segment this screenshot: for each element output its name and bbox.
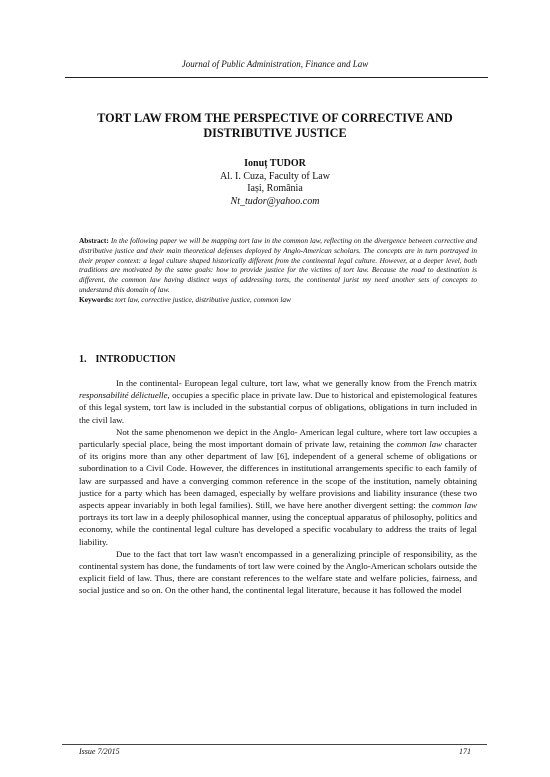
footer-divider	[62, 744, 487, 745]
section-heading	[79, 354, 176, 365]
journal-header: Journal of Public Administration, Finance and Law	[181, 59, 369, 69]
section-title: INTRODUCTION	[95, 354, 176, 365]
keywords-label: Keywords:	[79, 294, 114, 304]
body-text-run: character of its origins more than any other department of law [6], independent of a general scheme of obligations or subordination to a Civil Code. However, the differences in institutional arrangements specific to each family of law are surpassed and have a converging common reference in the scope of the institution, namely obtaining justice for a party which has been damaged, especially by welfare provisions and liability insurance (these two aspects appear invariably in both legal families). Still, we have here another divergent setting: the	[79, 439, 477, 511]
title-line-2: DISTRIBUTIVE JUSTICE	[203, 126, 347, 140]
header-divider	[65, 77, 488, 78]
title-line-1: TORT LAW FROM THE PERSPECTIVE OF CORRECTIVE AND	[97, 111, 453, 125]
abstract-text: In the following paper we will be mapping tort law in the common law, reflecting on the divergence between corrective and distributive justice and their main theoretical defenses deployed by Anglo-American scholars. The concepts are in turn portrayed in their proper context: a legal culture shaped historically different from the continental legal culture. However, at a deeper level, both traditions are motivated by the same goals: how to provide justice for the victims of tort law. Because the road to destination is different, the common law having distinct ways of addressing torts, the continental jurist my need another sets of concepts to understand this domain of law.	[79, 236, 477, 294]
abstract-label: Abstract:	[79, 236, 109, 245]
body-paragraph-1	[79, 377, 477, 426]
footer-issue: Issue 7/2015	[79, 747, 120, 756]
keywords-line	[79, 295, 477, 305]
author-location: Iași, România	[247, 183, 303, 194]
author-name: Ionuț TUDOR	[244, 158, 306, 169]
paper-title	[60, 111, 490, 141]
keywords-text: tort law, corrective justice, distributive justice, common law	[115, 294, 291, 304]
footer-page-number: 171	[459, 747, 471, 756]
author-block	[0, 158, 550, 208]
abstract-block	[79, 236, 477, 304]
body-text-run: , occupies a specific place in private law. Due to historical and epistemological features of this legal system, tort law is included in the substantial corpus of obligations, obligations in turn included in the civil law.	[79, 390, 477, 425]
body-paragraph-3: Due to the fact that tort law wasn't encompassed in a generalizing principle of responsibility, as the continental system has done, the fundaments of tort law were coined by the Anglo-American scholars outside the explicit field of law. Thus, there are constant references to the welfare state and welfare policies, fairness, and social justice and so on. On the other hand, the continental legal literature, because it has followed the model	[79, 548, 477, 596]
author-email: Nt_tudor@yahoo.com	[230, 195, 320, 207]
body-text-run: portrays its tort law in a deeply philosophical manner, using the conceptual apparatus of philosophy, politics and economy, while the continental legal culture has developed a specific vocabulary to address the traits of legal liability.	[79, 512, 477, 547]
body-paragraph-2	[79, 426, 477, 548]
author-affiliation: Al. I. Cuza, Faculty of Law	[220, 170, 330, 182]
body-italic-term: common law	[431, 500, 477, 511]
body-text-run: Not the same phenomenon we depict in the Anglo- American legal culture, where tort law occupies a particularly special place, being the most important domain of private law, retaining the	[79, 426, 477, 450]
body-italic-term: common law	[396, 439, 442, 450]
abstract-paragraph	[79, 236, 477, 295]
section-number: 1.	[79, 354, 87, 365]
body-text	[79, 377, 477, 597]
body-text-run: In the continental- European legal culture, tort law, what we generally know from the French matrix	[116, 378, 477, 388]
body-italic-term: responsabilité délictuelle	[79, 390, 168, 401]
